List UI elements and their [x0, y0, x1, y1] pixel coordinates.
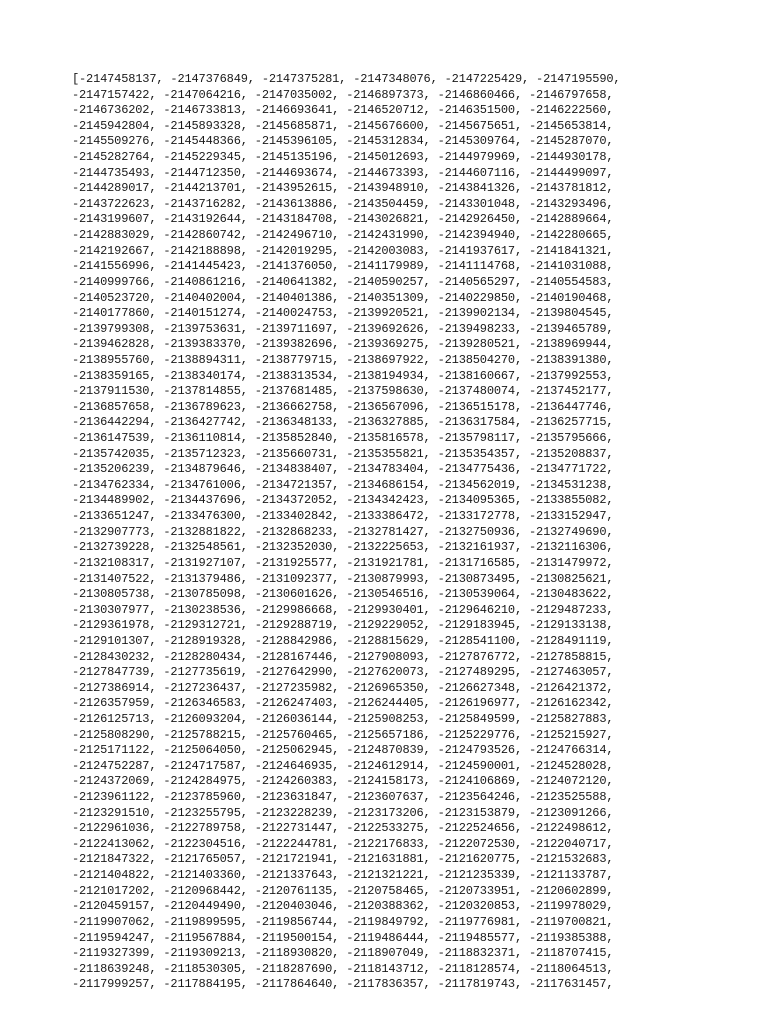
number-list-line: -2130307977, -2130238536, -2129986668, -2129930401, -2129646210, -2129487233, [72, 602, 614, 617]
number-list-line: -2141556996, -2141445423, -2141376050, -2141179989, -2141114768, -2141031088, [72, 259, 614, 274]
number-list-line: -2126357959, -2126346583, -2126247403, -2126244405, -2126196977, -2126162342, [72, 696, 614, 711]
number-list-line: -2120459157, -2120449490, -2120403046, -2120388362, -2120320853, -2119978029, [72, 899, 614, 914]
number-list-line: -2130805738, -2130785098, -2130601626, -2130546516, -2130539064, -2130483622, [72, 587, 614, 602]
number-list-line: -2126125713, -2126093204, -2126036144, -2125908253, -2125849599, -2125827883, [72, 711, 614, 726]
number-list-line: -2145942804, -2145893328, -2145685871, -2145676600, -2145675651, -2145653814, [72, 118, 614, 133]
number-list-line: -2138955760, -2138894311, -2138779715, -2138697922, -2138504270, -2138391380, [72, 352, 614, 367]
number-list-line: -2145282764, -2145229345, -2145135196, -2145012693, -2144979969, -2144930178, [72, 150, 614, 165]
number-list-line: -2138359165, -2138340174, -2138313534, -2138194934, -2138160667, -2137992553, [72, 368, 614, 383]
number-list-line: -2119327399, -2119309213, -2118930820, -2118907049, -2118832371, -2118707415, [72, 946, 614, 961]
number-list-line: -2135206239, -2134879646, -2134838407, -2134783404, -2134775436, -2134771722, [72, 462, 614, 477]
number-list-line: -2119907062, -2119899595, -2119856744, -2119849792, -2119776981, -2119700821, [72, 914, 614, 929]
number-list-line: -2133651247, -2133476300, -2133402842, -2133386472, -2133172778, -2133152947, [72, 509, 614, 524]
number-list-line: -2144735493, -2144712350, -2144693674, -2144673393, -2144607116, -2144499097, [72, 165, 614, 180]
number-list-line: -2131407522, -2131379486, -2131092377, -2130879993, -2130873495, -2130825621, [72, 571, 614, 586]
number-list-line: -2132907773, -2132881822, -2132868233, -2132781427, -2132750936, -2132749690, [72, 524, 614, 539]
number-list-line: -2129101307, -2128919328, -2128842986, -2128815629, -2128541100, -2128491119, [72, 633, 614, 648]
number-list-line: -2140999766, -2140861216, -2140641382, -2140590257, -2140565297, -2140554583, [72, 274, 614, 289]
number-list-line: -2135742035, -2135712323, -2135660731, -2135355821, -2135354357, -2135208837, [72, 446, 614, 461]
number-list-line: -2146736202, -2146733813, -2146693641, -2146520712, -2146351500, -2146222560, [72, 103, 614, 118]
number-list-line: -2123961122, -2123785960, -2123631847, -2123607637, -2123564246, -2123525588, [72, 790, 614, 805]
number-list-line: -2127386914, -2127236437, -2127235982, -2126965350, -2126627348, -2126421372, [72, 680, 614, 695]
number-list-line: [-2147458137, -2147376849, -2147375281, -2147348076, -2147225429, -2147195590, [72, 72, 621, 86]
integer-list-text [72, 72, 620, 993]
number-list-line: -2142883029, -2142860742, -2142496710, -2142431990, -2142394940, -2142280665, [72, 228, 614, 243]
number-list-line: -2119594247, -2119567884, -2119500154, -2119486444, -2119485577, -2119385388, [72, 930, 614, 945]
number-list-line: -2140523720, -2140402004, -2140401386, -2140351309, -2140229850, -2140190468, [72, 290, 614, 305]
number-list-line: -2143199607, -2143192644, -2143184708, -2143026821, -2142926450, -2142889664, [72, 212, 614, 227]
number-list-line: -2117999257, -2117884195, -2117864640, -2117836357, -2117819743, -2117631457, [72, 977, 614, 992]
number-list-line: -2145509276, -2145448366, -2145396105, -2145312834, -2145309764, -2145287070, [72, 134, 614, 149]
number-list-line: -2125171122, -2125064050, -2125062945, -2124870839, -2124793526, -2124766314, [72, 743, 614, 758]
number-list-line: -2132739228, -2132548561, -2132352030, -2132225653, -2132161937, -2132116306, [72, 540, 614, 555]
number-list-line: -2142192667, -2142188898, -2142019295, -2142003083, -2141937617, -2141841321, [72, 243, 614, 258]
number-list-line: -2129361978, -2129312721, -2129288719, -2129229052, -2129183945, -2129133138, [72, 618, 614, 633]
number-list-line: -2134489902, -2134437696, -2134372052, -2134342423, -2134095365, -2133855082, [72, 493, 614, 508]
number-list-line: -2147157422, -2147064216, -2147035002, -2146897373, -2146860466, -2146797658, [72, 87, 614, 102]
number-list-line: -2139462828, -2139383370, -2139382696, -2139369275, -2139280521, -2138969944, [72, 337, 614, 352]
number-list-line: -2125808290, -2125788215, -2125760465, -2125657186, -2125229776, -2125215927, [72, 727, 614, 742]
number-list-line: -2137911530, -2137814855, -2137681485, -2137598630, -2137480074, -2137452177, [72, 384, 614, 399]
number-list-line: -2143722623, -2143716282, -2143613886, -2143504459, -2143301048, -2143293496, [72, 196, 614, 211]
number-list-line: -2136442294, -2136427742, -2136348133, -2136327885, -2136317584, -2136257715, [72, 415, 614, 430]
number-list-line: -2123291510, -2123255795, -2123228239, -2123173206, -2123153879, -2123091266, [72, 805, 614, 820]
number-list-line: -2121017202, -2120968442, -2120761135, -2120758465, -2120733951, -2120602899, [72, 883, 614, 898]
number-list-line: -2139799308, -2139753631, -2139711697, -2139692626, -2139498233, -2139465789, [72, 321, 614, 336]
number-list-line: -2122961036, -2122789758, -2122731447, -2122533275, -2122524656, -2122498612, [72, 821, 614, 836]
number-list-line: -2127847739, -2127735619, -2127642990, -2127620073, -2127489295, -2127463057, [72, 665, 614, 680]
number-list-line: -2124372069, -2124284975, -2124260383, -2124158173, -2124106869, -2124072120, [72, 774, 614, 789]
number-list-line: -2128430232, -2128280434, -2128167446, -2127908093, -2127876772, -2127858815, [72, 649, 614, 664]
number-list-line: -2134762334, -2134761006, -2134721357, -2134686154, -2134562019, -2134531238, [72, 477, 614, 492]
number-list-line: -2121404822, -2121403360, -2121337643, -2121321221, -2121235339, -2121133787, [72, 868, 614, 883]
number-list-line: -2132108317, -2131927107, -2131925577, -2131921781, -2131716585, -2131479972, [72, 555, 614, 570]
number-list-line: -2124752287, -2124717587, -2124646935, -2124612914, -2124590001, -2124528028, [72, 758, 614, 773]
number-list-line: -2140177860, -2140151274, -2140024753, -2139920521, -2139902134, -2139804545, [72, 306, 614, 321]
number-list-line: -2144289017, -2144213701, -2143952615, -2143948910, -2143841326, -2143781812, [72, 181, 614, 196]
number-list-line: -2121847322, -2121765057, -2121721941, -2121631881, -2121620775, -2121532683, [72, 852, 614, 867]
number-list-line: -2122413062, -2122304516, -2122244781, -2122176833, -2122072530, -2122040717, [72, 836, 614, 851]
number-list-line: -2136147539, -2136110814, -2135852840, -2135816578, -2135798117, -2135795666, [72, 431, 614, 446]
number-list-line: -2136857658, -2136789623, -2136662758, -2136567096, -2136515178, -2136447746, [72, 399, 614, 414]
number-list-line: -2118639248, -2118530305, -2118287690, -2118143712, -2118128574, -2118064513, [72, 961, 614, 976]
